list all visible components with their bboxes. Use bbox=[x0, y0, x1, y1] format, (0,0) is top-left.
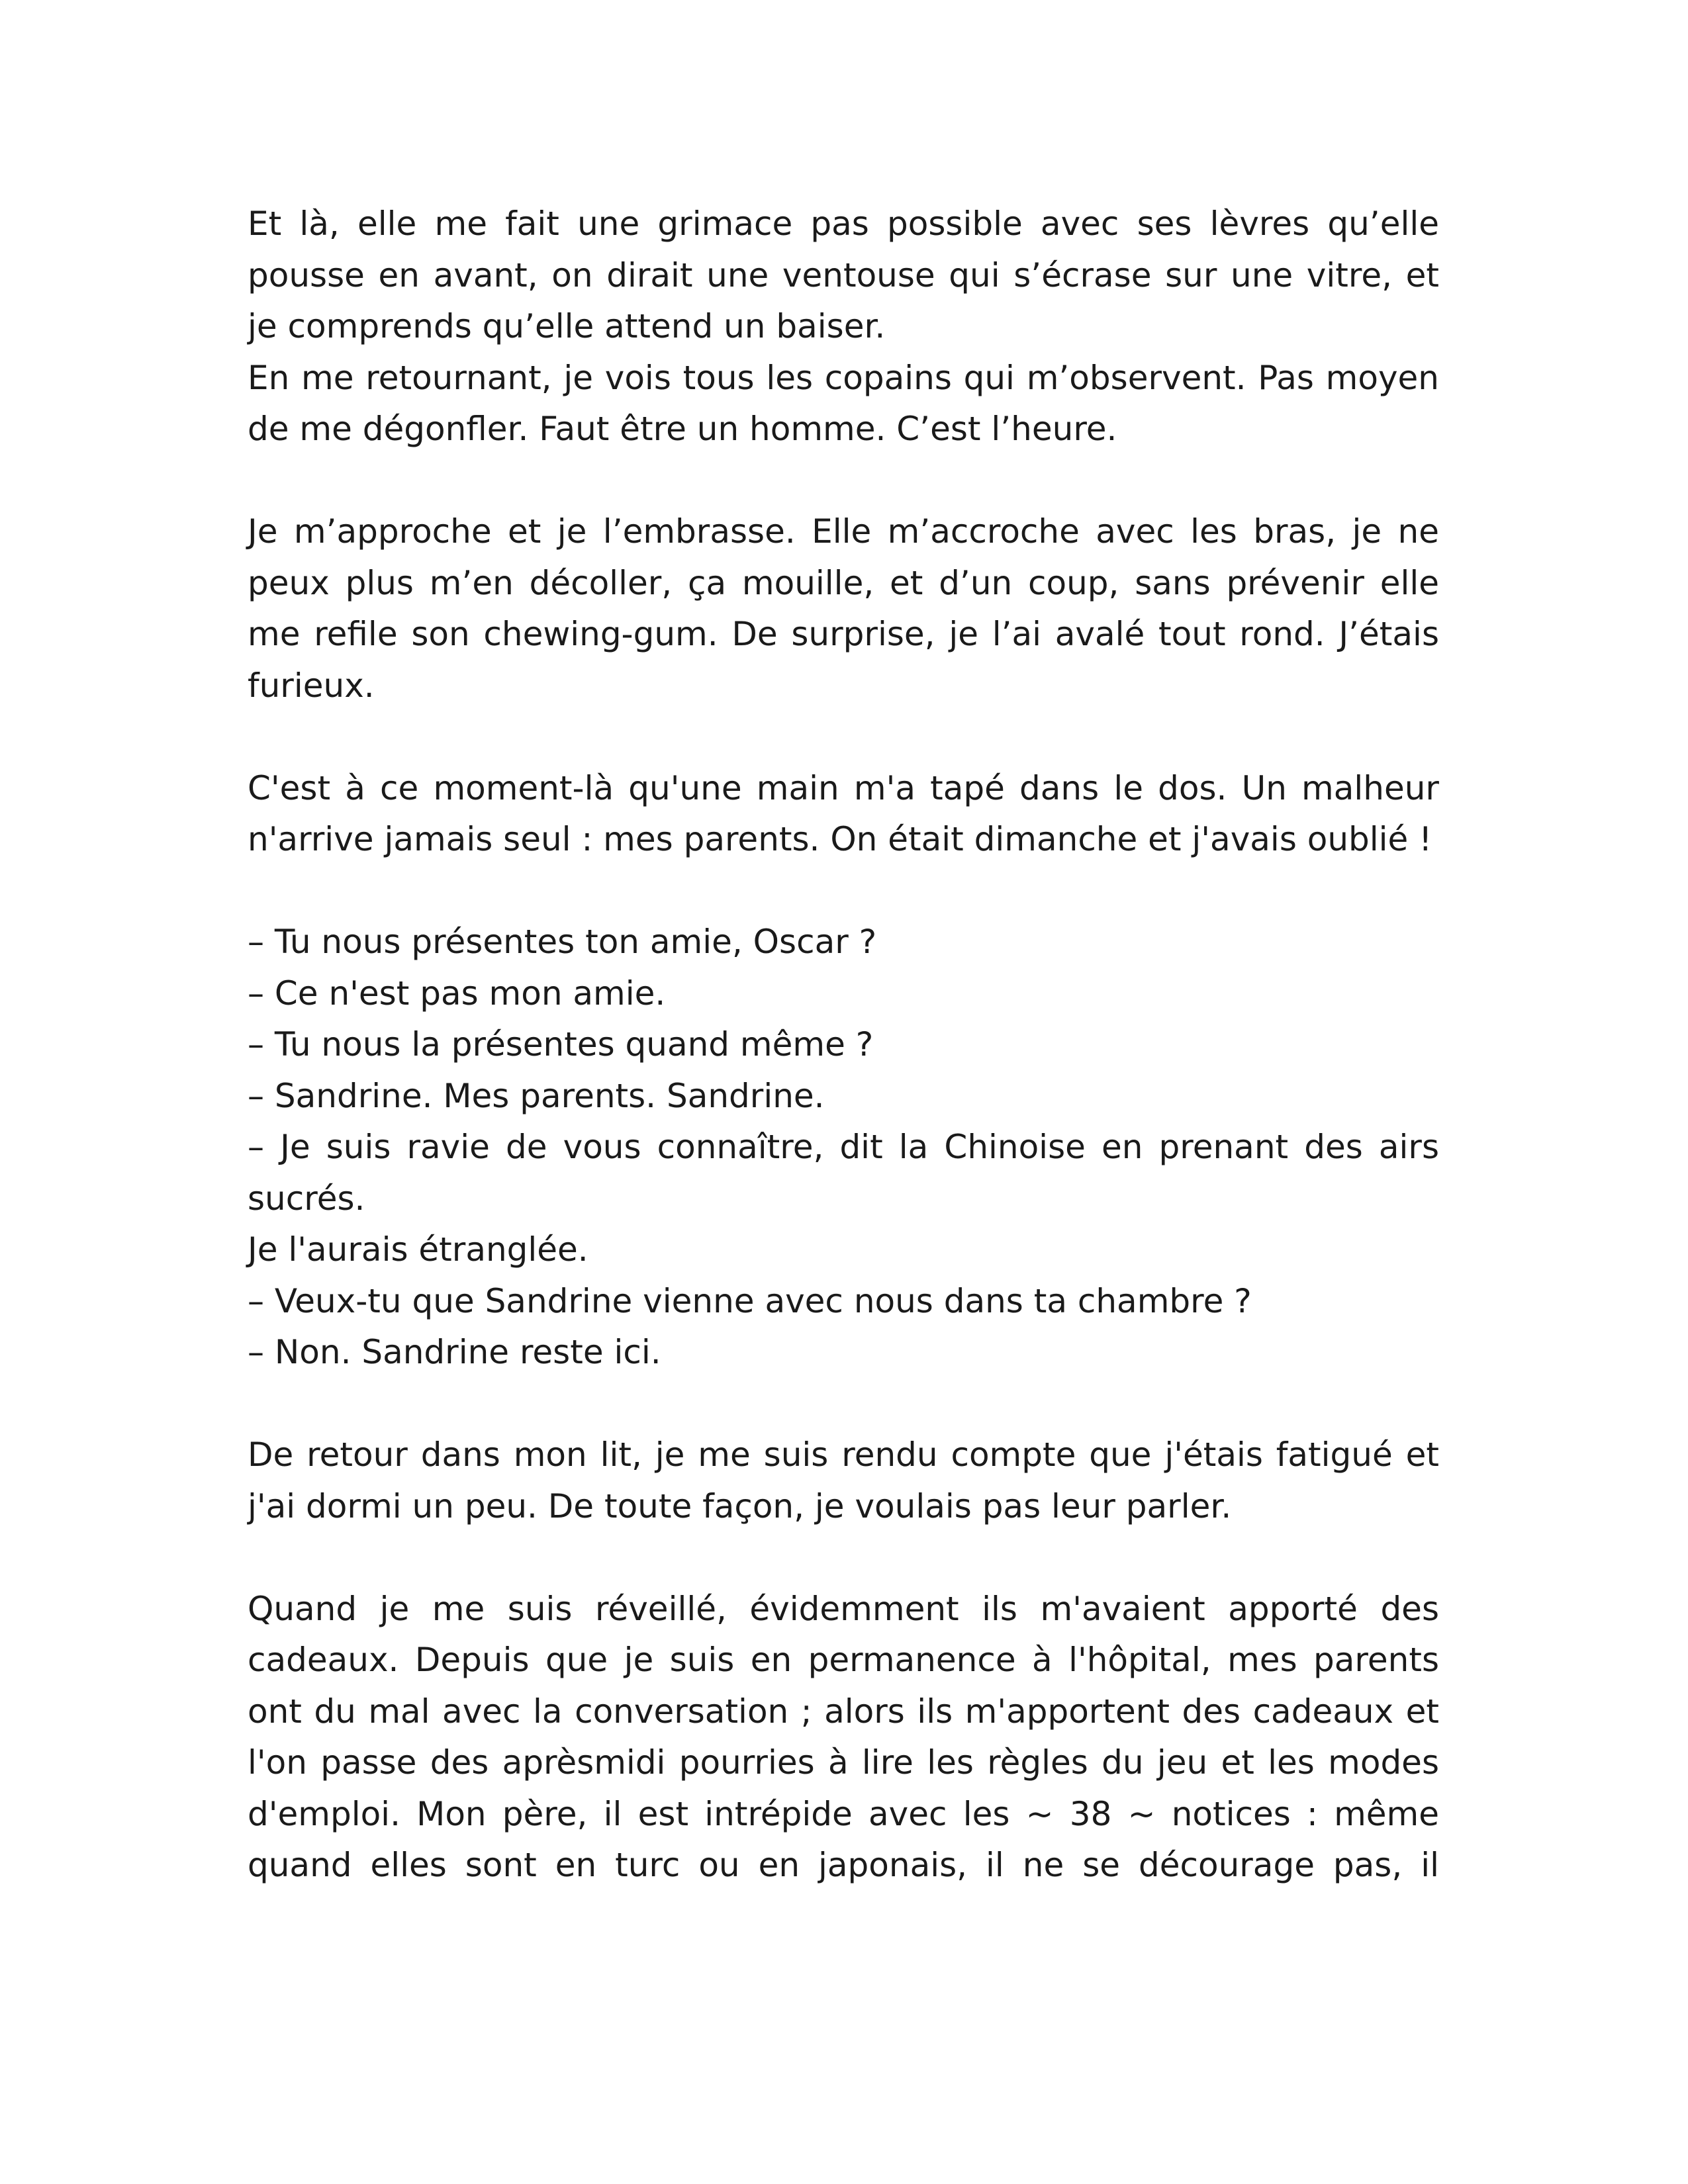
dialogue-line: Je l'aurais étranglée. bbox=[248, 1230, 588, 1269]
paragraph-embrasse: Je m’approche et je l’embrasse. Elle m’accroche avec les bras, je ne peux plus m’en décoller, ça mouille, et d’un coup, sans prévenir elle me refile son chewing-gum. De surprise, je l’ai avalé tout rond. J’étais furieux. bbox=[248, 512, 1439, 705]
document-text-body bbox=[248, 199, 1439, 1891]
dialogue-line: – Tu nous la présentes quand même ? bbox=[248, 1025, 874, 1064]
paragraph-gap bbox=[248, 455, 1439, 507]
paragraph-copains: En me retournant, je vois tous les copains qui m’observent. Pas moyen de me dégonfler. Faut être un homme. C’est l’heure. bbox=[248, 358, 1439, 448]
paragraph-gap bbox=[248, 1532, 1439, 1584]
dialogue-line: – Ce n'est pas mon amie. bbox=[248, 974, 666, 1013]
paragraph-parents: C'est à ce moment-là qu'une main m'a tapé dans le dos. Un malheur n'arrive jamais seul : mes parents. On était dimanche et j'avais oublié ! bbox=[248, 768, 1439, 858]
dialogue-line: – Tu nous présentes ton amie, Oscar ? bbox=[248, 923, 877, 961]
dialogue-line: – Sandrine. Mes parents. Sandrine. bbox=[248, 1076, 825, 1115]
paragraph-grimace: Et là, elle me fait une grimace pas possible avec ses lèvres qu’elle pousse en avant, on dirait une ventouse qui s’écrase sur une vitre, et je comprends qu’elle attend un baiser. bbox=[248, 205, 1439, 345]
paragraph-gap bbox=[248, 866, 1439, 917]
dialogue-line: – Je suis ravie de vous connaître, dit la Chinoise en prenant des airs sucrés. bbox=[248, 1128, 1439, 1218]
paragraph-lit: De retour dans mon lit, je me suis rendu compte que j'étais fatigué et j'ai dormi un peu. De toute façon, je voulais pas leur parler. bbox=[248, 1435, 1439, 1525]
dialogue-line: – Non. Sandrine reste ici. bbox=[248, 1333, 661, 1371]
paragraph-cadeaux: Quand je me suis réveillé, évidemment ils m'avaient apporté des cadeaux. Depuis que je suis en permanence à l'hôpital, mes parents ont du mal avec la conversation ; alors ils m'apportent des cadeaux et l'on passe des aprèsmidi pourries à lire les règles du jeu et les modes d'emploi. Mon père, il est intrépide avec les ~ 38 ~ notices : même quand elles sont en turc ou en japonais, il ne se décourage pas, il bbox=[248, 1589, 1439, 1884]
paragraph-gap bbox=[248, 711, 1439, 763]
paragraph-gap bbox=[248, 1379, 1439, 1430]
dialogue-line: – Veux-tu que Sandrine vienne avec nous dans ta chambre ? bbox=[248, 1281, 1252, 1320]
